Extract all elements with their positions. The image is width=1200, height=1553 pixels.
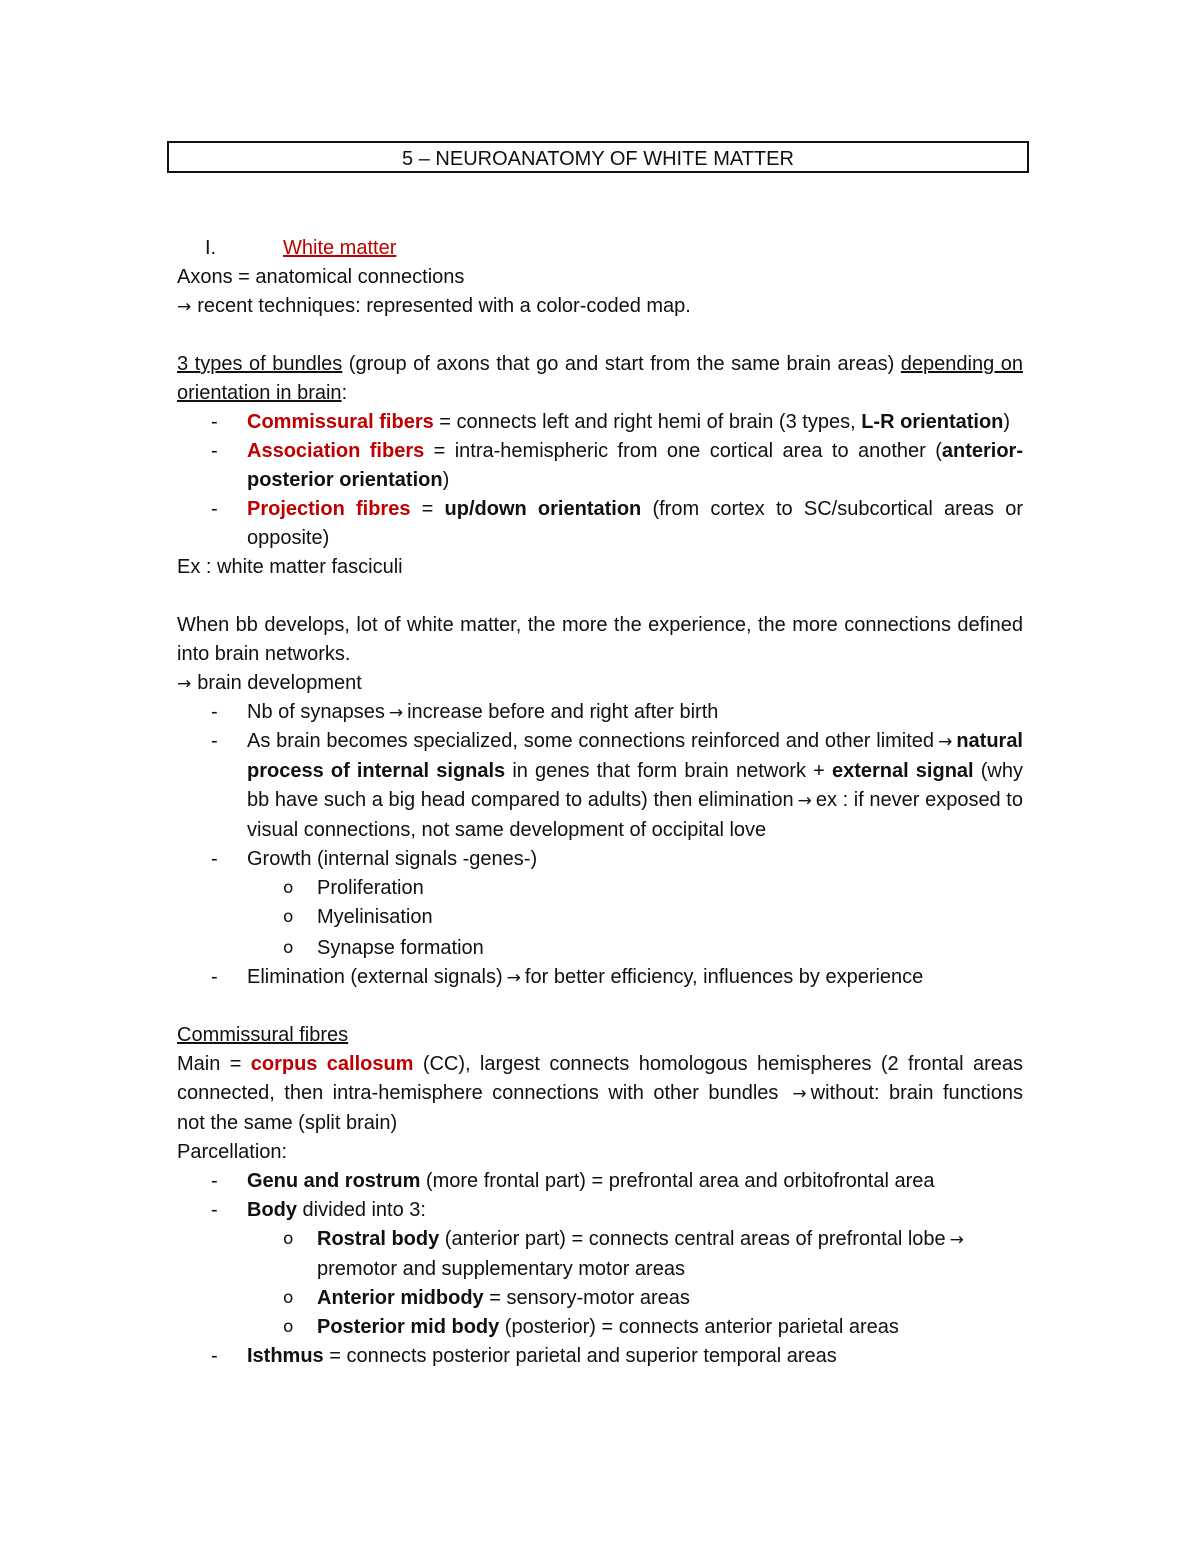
document-title-box xyxy=(167,141,1029,173)
arrow-icon: → xyxy=(949,1230,964,1250)
dash-bullet: - xyxy=(211,440,218,462)
section-heading xyxy=(177,234,1023,263)
arrow-icon: → xyxy=(388,703,404,723)
text-line: Axons = anatomical connections xyxy=(177,266,465,288)
list-item: - Growth (internal signals -genes-) xyxy=(177,845,1023,874)
sub-list-item: o Anterior midbody = sensory-motor areas xyxy=(177,1284,1023,1313)
dash-bullet: - xyxy=(211,730,218,752)
list-item: - Association fibers = intra-hemispheric from one cortical area to another (anterior-posterior orientation) xyxy=(177,437,1023,495)
list-item: - Elimination (external signals) → for better efficiency, influences by experience xyxy=(177,963,1023,992)
list-item: - Body divided into 3: xyxy=(177,1196,1023,1225)
dash-bullet: - xyxy=(211,498,218,520)
list-item: - As brain becomes specialized, some connections reinforced and other limited → natural process of internal signals in genes that form brain network + external signal (why bb have such a big head compared to adults) then elimination → ex : if never exposed to visual connections, not same development of occipital love xyxy=(177,727,1023,845)
circle-bullet: o xyxy=(283,1288,294,1308)
subsection-heading: Commissural fibres xyxy=(177,1024,349,1046)
circle-bullet: o xyxy=(283,878,294,898)
text-line: → recent techniques: represented with a color-coded map. xyxy=(177,295,691,317)
section-number: I. xyxy=(205,237,217,259)
text-line: Ex : white matter fasciculi xyxy=(177,556,403,578)
arrow-icon: → xyxy=(177,297,192,317)
paragraph-bundles: 3 types of bundles (group of axons that go and start from the same brain areas) depending on orientation in brain: xyxy=(177,353,1024,404)
arrow-icon: → xyxy=(938,732,953,752)
sub-list-item: o Synapse formation xyxy=(177,934,1023,963)
dash-bullet: - xyxy=(211,1199,218,1221)
arrow-icon: → xyxy=(506,968,521,988)
dash-bullet: - xyxy=(211,966,218,988)
dash-bullet: - xyxy=(211,1345,218,1367)
document-title: 5 – NEUROANATOMY OF WHITE MATTER xyxy=(402,148,794,170)
sub-list-item: o Rostral body (anterior part) = connects central areas of prefrontal lobe → premotor and supplementary motor areas xyxy=(177,1225,1023,1284)
list-item: - Commissural fibers = connects left and right hemi of brain (3 types, L-R orientation) xyxy=(177,408,1023,437)
circle-bullet: o xyxy=(283,938,294,958)
dash-bullet: - xyxy=(211,848,218,870)
circle-bullet: o xyxy=(283,1229,294,1249)
document-body xyxy=(177,234,1023,1371)
paragraph-corpus-callosum: Main = corpus callosum (CC), largest connects homologous hemispheres (2 frontal areas connected, then intra-hemisphere connections with other bundles → without: brain functions not the same (split brain) xyxy=(177,1053,1023,1134)
dash-bullet: - xyxy=(211,1170,218,1192)
sub-list-item: o Posterior mid body (posterior) = connects anterior parietal areas xyxy=(177,1313,1023,1342)
text-line: Parcellation: xyxy=(177,1141,288,1163)
paragraph-development: When bb develops, lot of white matter, the more the experience, the more connections defined into brain networks. xyxy=(177,614,1023,665)
sub-list-item: o Proliferation xyxy=(177,874,1023,903)
arrow-icon: → xyxy=(792,1084,807,1104)
text-line: → brain development xyxy=(177,672,362,694)
list-item: - Nb of synapses → increase before and right after birth xyxy=(177,698,1023,727)
list-item: - Genu and rostrum (more frontal part) = prefrontal area and orbitofrontal area xyxy=(177,1167,1023,1196)
section-title: White matter xyxy=(283,237,397,259)
list-item: - Projection fibres = up/down orientation (from cortex to SC/subcortical areas or opposite) xyxy=(177,495,1023,553)
circle-bullet: o xyxy=(283,1317,294,1337)
circle-bullet: o xyxy=(283,907,294,927)
arrow-icon: → xyxy=(177,674,192,694)
dash-bullet: - xyxy=(211,701,218,723)
arrow-icon: → xyxy=(797,791,812,811)
dash-bullet: - xyxy=(211,411,218,433)
list-item: - Isthmus = connects posterior parietal and superior temporal areas xyxy=(177,1342,1023,1371)
sub-list-item: o Myelinisation xyxy=(177,903,1023,934)
